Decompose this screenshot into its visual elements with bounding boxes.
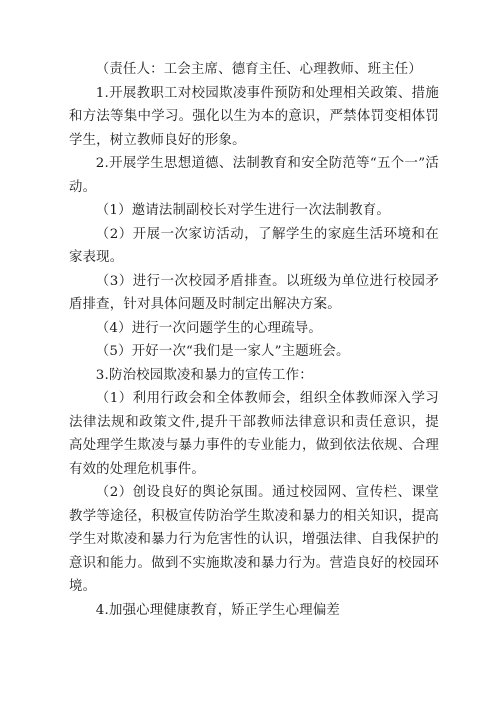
item-1-paragraph: 1.开展教职工对校园欺凌事件预防和处理相关政策、措施和方法等集中学习。强化以生为本的意识，严禁体罚变相体罚学生，树立教师良好的形象。 (69, 85, 439, 148)
item-2-sub-3: （3）进行一次校园矛盾排查。以班级为单位进行校园矛盾排查，针对具体问题及时制定出解决方案。 (69, 273, 439, 312)
document-body (69, 58, 439, 622)
item-2-sub-5: （5）开好一次“我们是一家人”主题班会。 (95, 344, 350, 359)
item-2-sub-4: （4）进行一次问题学生的心理疏导。 (95, 320, 322, 336)
item-2-sub-1: （1）邀请法制副校长对学生进行一次法制教育。 (95, 203, 390, 218)
item-3-sub-1: （1）利用行政会和全体教师会，组织全体教师深入学习法律法规和政策文件,提升干部教师法律意识和责任意识，提高处理学生欺凌与暴力事件的专业能力，做到依法依规、合理有效的处理危机事件。 (69, 391, 439, 477)
item-3-sub-2: （2）创设良好的舆论氛围。通过校园网、宣传栏、课堂教学等途径，积极宣传防治学生欺凌和暴力的相关知识，提高学生对欺凌和暴力行为危害性的认识，增强法律、自我保护的意识和能力。做到不实施欺凌和暴力行为。营造良好的校园环境。 (69, 485, 439, 594)
item-4-heading: 4.加强心理健康教育，矫正学生心理偏差 (95, 602, 341, 618)
responsible-persons-line: （责任人：工会主席、德育主任、心理教师、班主任） (95, 62, 422, 77)
item-3-heading: 3.防治校园欺凌和暴力的宣传工作： (95, 367, 313, 383)
item-2-sub-2: （2）开展一次家访活动，了解学生的家庭生活环境和在家表现。 (69, 226, 439, 265)
item-2-heading: 2.开展学生思想道德、法制教育和安全防范等“五个一”活动。 (69, 156, 439, 195)
